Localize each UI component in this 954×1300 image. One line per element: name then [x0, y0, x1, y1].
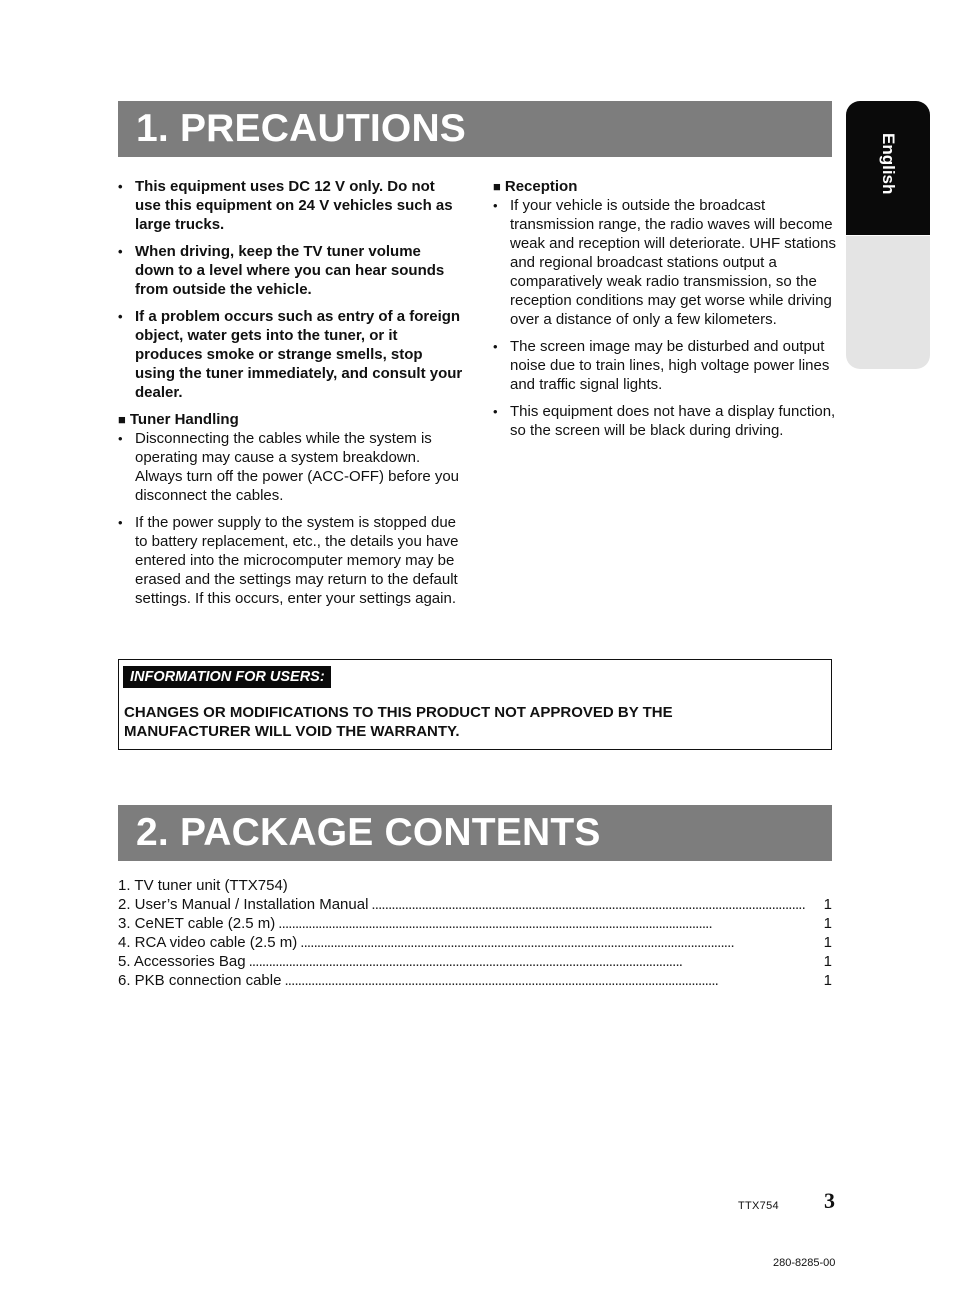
language-tab-english [846, 101, 930, 235]
list-item: 3. CeNET cable (2.5 m) . . . 1 [118, 914, 832, 933]
section-title-package-contents: 2. PACKAGE CONTENTS [118, 805, 832, 861]
list-item: • If your vehicle is outside the broadcast transmission range, the radio waves will become weak and reception will deteriorate. UHF stations and regional broadcast stations output a comparatively weak radio transmission, so the reception conditions may get worse while driving over a distance of only a few kilometers. [493, 197, 836, 328]
list-item: • This equipment does not have a display function, so the screen will be black during driving. [493, 403, 836, 439]
list-item: • Disconnecting the cables while the system is operating may cause a system breakdown. Always turn off the power (ACC-OFF) before you disconnect the cables. [118, 430, 460, 504]
square-bullet-icon: ■ [493, 179, 501, 194]
list-item: • This equipment uses DC 12 V only. Do not use this equipment on 24 V vehicles such as large trucks. [118, 178, 453, 233]
dot-leader [249, 952, 821, 971]
square-bullet-icon: ■ [118, 412, 126, 427]
list-item: 1. TV tuner unit (TTX754) [118, 877, 288, 894]
package-contents-list [118, 876, 832, 990]
reception-heading: ■ Reception [493, 178, 578, 195]
tuner-handling-heading: ■ Tuner Handling [118, 411, 239, 428]
dot-leader [300, 933, 820, 952]
information-tag: INFORMATION FOR USERS: [123, 666, 331, 688]
language-tab-label: English [879, 133, 898, 195]
dot-leader [284, 971, 820, 990]
list-item: • The screen image may be disturbed and output noise due to train lines, high voltage power lines and traffic signal lights. [493, 338, 830, 393]
dot-leader [278, 914, 820, 933]
list-item: • If a problem occurs such as entry of a foreign object, water gets into the tuner, or it produces smoke or strange smells, stop using the tuner immediately, and consult your dealer. [118, 308, 463, 401]
list-item: 5. Accessories Bag . . . 1 [118, 952, 832, 971]
page-number: 3 [824, 1188, 835, 1213]
model-number: TTX754 [738, 1200, 779, 1212]
list-item: 6. PKB connection cable . . . 1 [118, 971, 832, 990]
dot-leader [371, 895, 820, 914]
language-tab-blank [846, 236, 930, 369]
list-item: • When driving, keep the TV tuner volume down to a level where you can hear sounds from outside the vehicle. [118, 243, 445, 298]
document-code: 280-8285-00 [773, 1257, 836, 1269]
list-item: 2. User’s Manual / Installation Manual . . . 1 [118, 895, 832, 914]
warranty-notice: CHANGES OR MODIFICATIONS TO THIS PRODUCT NOT APPROVED BY THE MANUFACTURER WILL VOID THE WARRANTY. [124, 704, 673, 740]
information-box [118, 659, 832, 750]
section-title-precautions: 1. PRECAUTIONS [118, 101, 832, 157]
list-item: 4. RCA video cable (2.5 m) . . . 1 [118, 933, 832, 952]
precautions-left-column [118, 177, 463, 616]
list-item: • If the power supply to the system is stopped due to battery replacement, etc., the details you have entered into the microcomputer memory may be erased and the settings may return to the default settings. If this occurs, enter your settings again. [118, 514, 459, 607]
precautions-right-column [493, 177, 838, 448]
